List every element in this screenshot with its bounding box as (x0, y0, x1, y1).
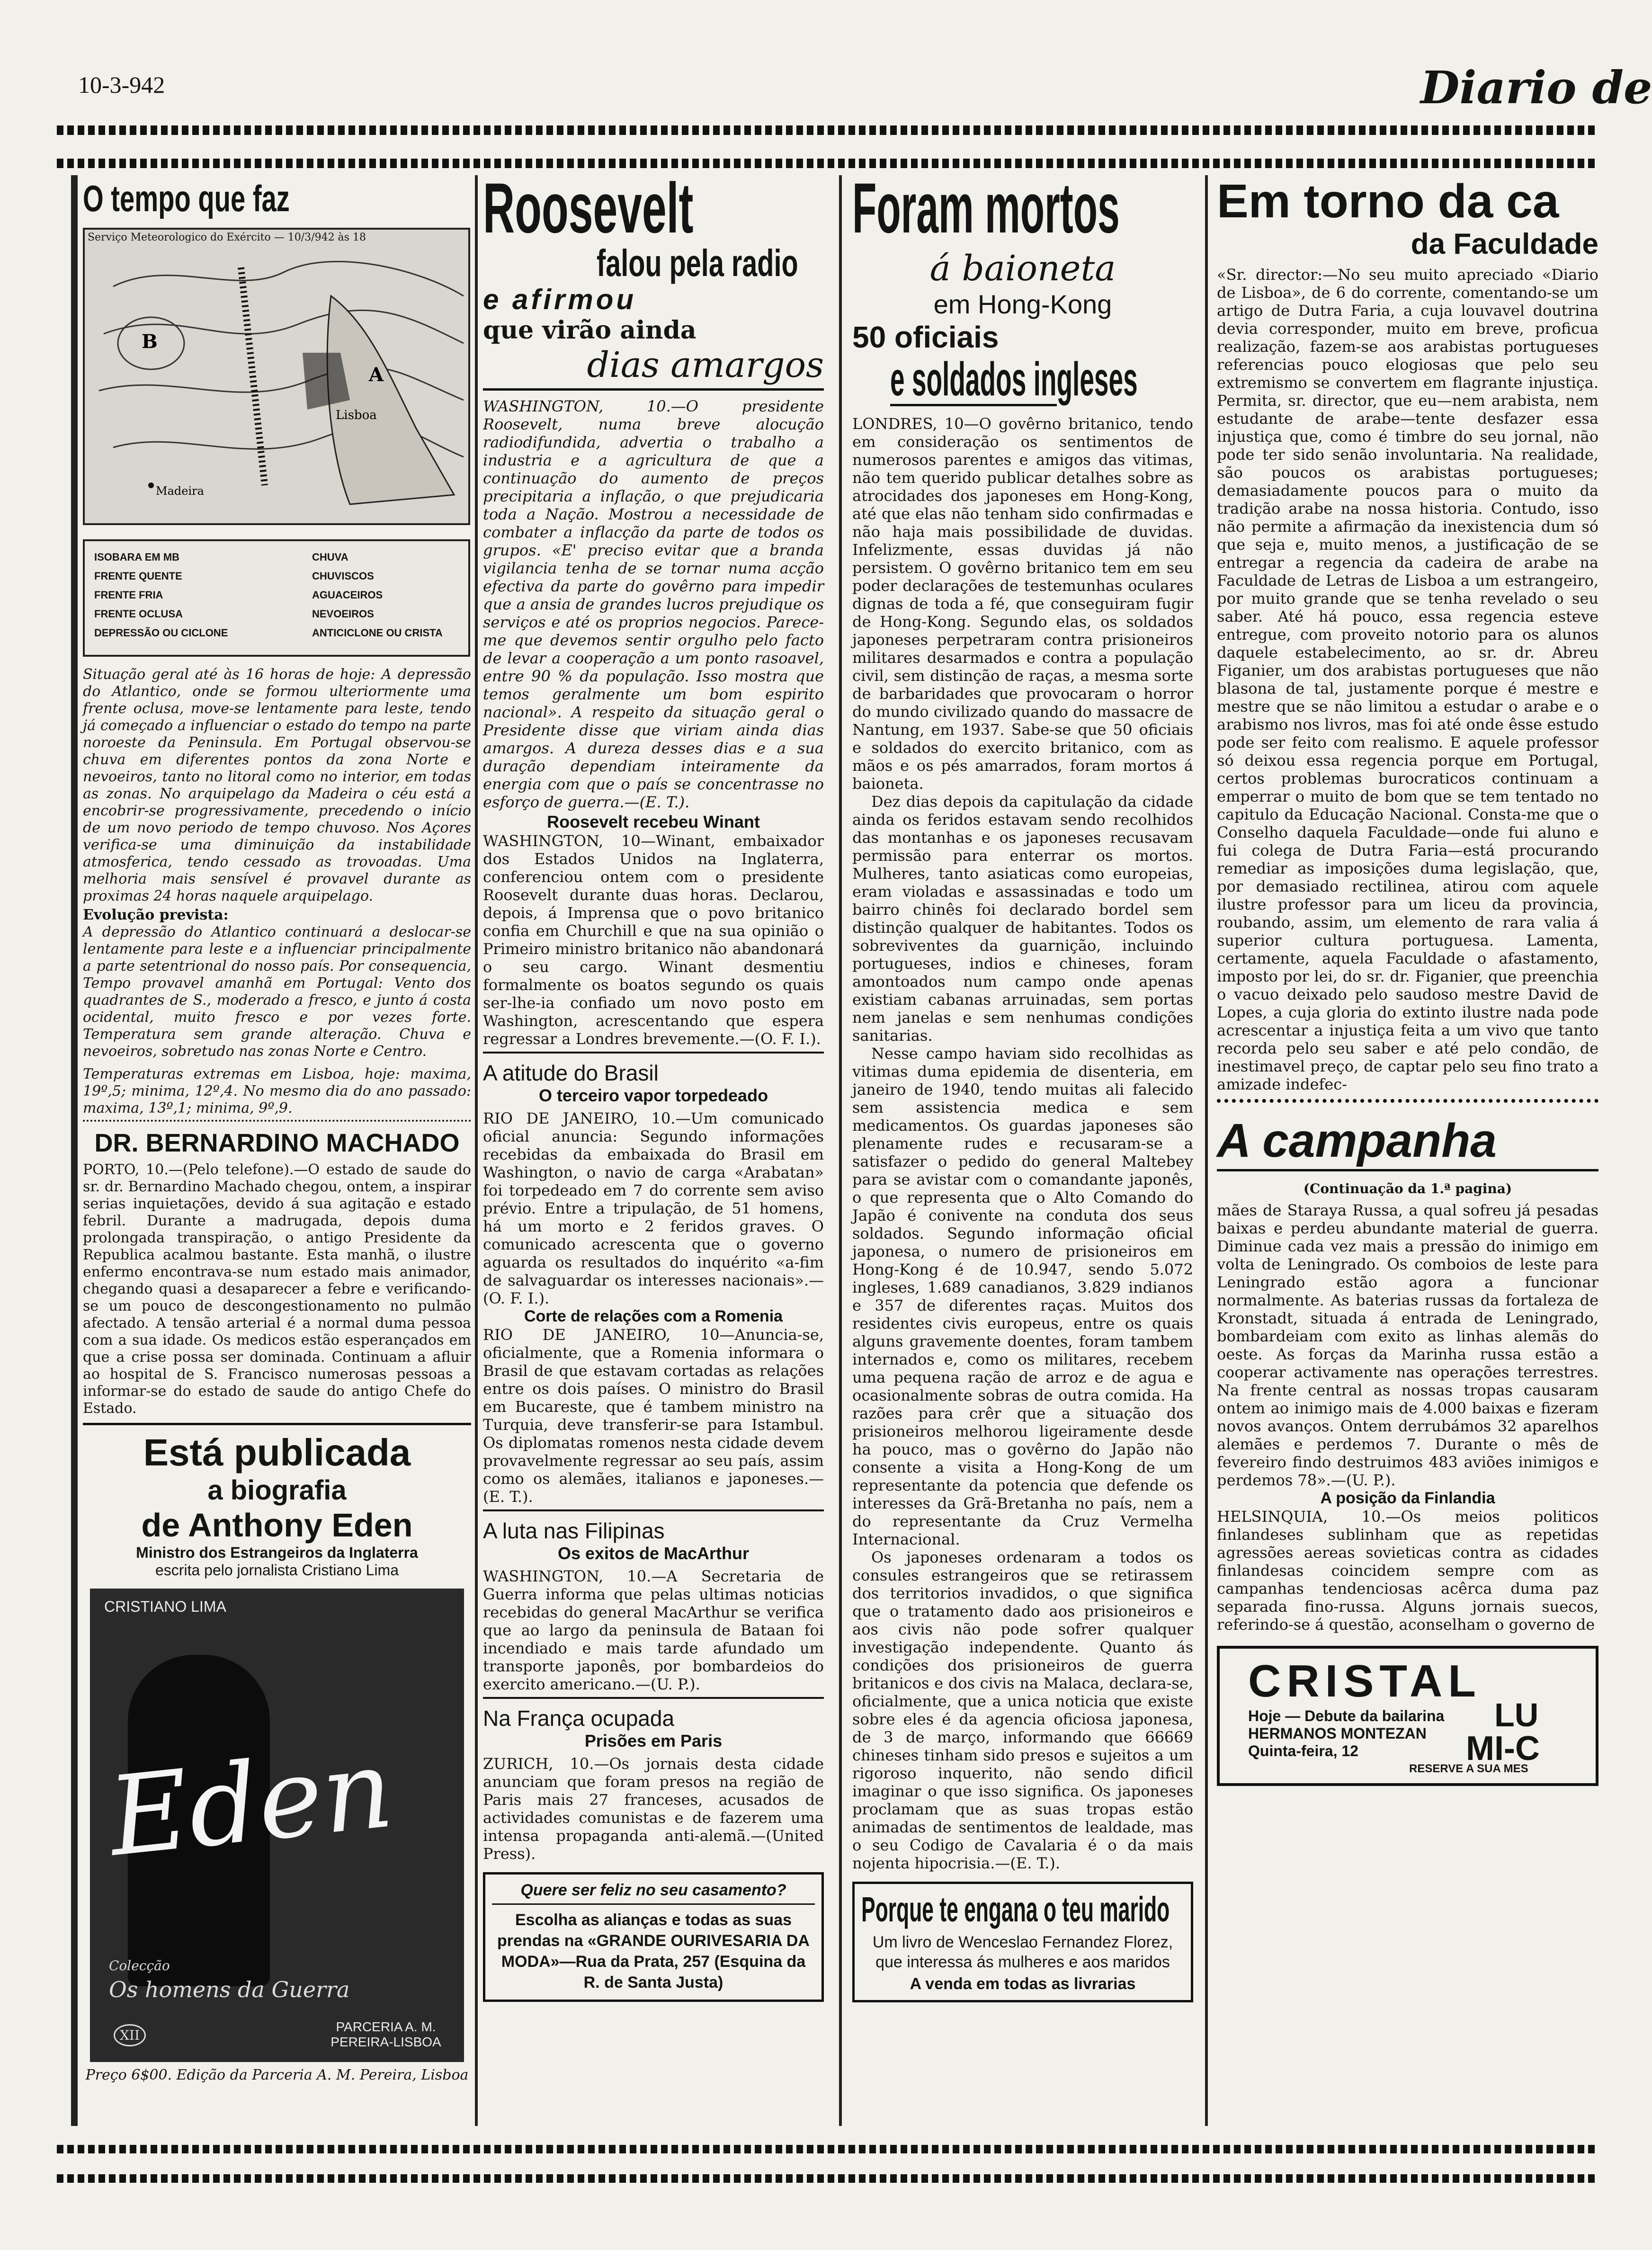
hongkong-text3: Nesse campo haviam sido recolhidas as vitimas duma epidemia de disenteria, em janeiro de 1940, tendo muitas ali falecido sem assistencia medica e sem medicamentos. Os guardas japoneses são plenamente rudes e recusaram-se a satisfazer o pedido do general Maltebey para se avistar com o comandante japonês, o que representa que o Alto Comando do Japão é conivente na conduta dos seus soldados. Segundo informação oficial japonesa, o numero de prisioneiros em Hong-Kong é de 10.947, sendo 5.072 ingleses, 1.689 canadianos, 3.829 indianos e 357 de diferentes raças. Muitos dos residentes civis europeus, entre os quais alguns gravemente doentes, foram tambem internados e, como os militares, recebem uma pequena ração de arroz e de agua e ocasionalmente sobras de outra comida. Ha razões para crêr que a situação dos prisioneiros melhorou ligeiramente desde ha pouco, mas o govêrno do Japão não consente a visita a Hong-Kong de um representante da potencia que defende os interesses da Grã-Bretanha no país, nem a do representante da Cruz Vermelha Internacional. (852, 1045, 1193, 1548)
eden-ad-line5: escrita pelo jornalista Cristiano Lima (155, 1562, 399, 1579)
hongkong-deck1: á baioneta (929, 248, 1116, 289)
ourivesaria-text: Escolha as alianças e todas as suas prendas na «GRANDE OURIVESARIA DA MODA»—Rua da Prata, 257 (Esquina da R. de Santa Justa) (497, 1911, 810, 1991)
finlandia-text: HELSINQUIA, 10.—Os meios politicos finlandeses sublinham que as repetidas agressões aereas sovieticas contra as cidades finlandesas coincidem sempre com as campanhas tendenciosas acêrca duma paz separada fino-russa. Alguns jornais suecos, referindo-se á questão, aconselham o governo de (1217, 1508, 1598, 1634)
legend-item: ANTICICLONE OU CRISTA (312, 627, 443, 639)
cristal-ad-line1: Hoje — Debute da bailarina (1248, 1707, 1445, 1724)
brasil-sub: O terceiro vapor torpedeado (538, 1086, 768, 1105)
header-date: 10-3-942 (78, 71, 165, 98)
livro-ad-text: Um livro de Wenceslao Fernandez Florez, que interessa ás mulheres e aos maridos (872, 1933, 1173, 1971)
legend-item: AGUACEIROS (312, 589, 383, 601)
hongkong-text4: Os japoneses ordenaram a todos os consules estrangeiros que se retirassem dos territorios invadidos, o que significa que o tratamento dado aos prisioneiros e aos civis não pode sofrer qualquer investigação independente. Quanto ás condições dos prisioneiros de guerra britanicos e dos civis na Malaca, declara-se, oficialmente, que a unica noticia que existe sobre eles é da agencia oficiosa japonesa, de 3 de março, informando que 66669 chineses tinham sido presos e sujeitos a um rigoroso inquerito, não sendo dificil imaginar o que isso significa. Os japoneses proclamam que as suas tropas estão animadas de sentimentos de lealdade, mas o seu Codigo de Cavalaria é o da mais nojenta hipocrisia.—(E. T.). (852, 1548, 1193, 1872)
brasil-text: RIO DE JANEIRO, 10.—Um comunicado oficial anuncia: Segundo informações recebidas da embaixada do Brasil em Washington, o navio de carga «Arabatan» foi torpedeado em 7 do corrente sem aviso prévio. Entre a tripulação, de 51 homens, há um morto e 2 feridos graves. O comunicado acrescenta que o governo aguarda os resultados do inquérito «a-fim de salvaguardar os interesses nacionais».—(O. F. I.). (483, 1109, 824, 1307)
roosevelt-deck3: que virão ainda (483, 316, 697, 345)
map-caption: Serviço Meteorologico do Exército — 10/3/942 às 18 (88, 232, 366, 243)
map-place-lisboa: Lisboa (336, 408, 377, 422)
franca-title: Na França ocupada (483, 1706, 675, 1731)
column-rule (475, 175, 478, 2126)
legend-item: FRENTE QUENTE (94, 570, 182, 582)
forecast-text: A depressão do Atlantico continuará a deslocar-se lentamente para leste e a influenciar principalmente a parte setentrional do nosso país. Por consequencia, Tempo provavel amanhã em Portugal: Vento dos quadrantes de S., moderado a fresco, e junto á costa ocidental, muito fresco e por vezes forte. Temperatura sem grande alteração. Chuva e nevoeiros, sobretudo nas zonas Norte e Centro. (83, 924, 471, 1060)
cristal-ad (1217, 1646, 1598, 1786)
roosevelt-deck1: falou pela radio (597, 242, 798, 284)
brasil-title: A atitude do Brasil (483, 1061, 659, 1085)
livro-ad-title: Porque te engana o teu marido (861, 1890, 1170, 1929)
eden-ad-line2: a biografia (207, 1475, 347, 1506)
campanha-continuation: (Continuação da 1.ª pagina) (1303, 1181, 1512, 1196)
cristal-ad-side: LU (1494, 1696, 1539, 1733)
winant-title: Roosevelt recebeu Winant (547, 812, 760, 831)
ourivesaria-question: Quere ser feliz no seu casamento? (492, 1881, 815, 1905)
filipinas-sub: Os exitos de MacArthur (557, 1544, 750, 1563)
livro-ad-sale: A venda em todas as livrarias (910, 1975, 1136, 1993)
faculdade-deck: da Faculdade (1411, 228, 1598, 260)
roosevelt-headline: Roosevelt (483, 168, 694, 248)
filipinas-text: WASHINGTON, 10.—A Secretaria de Guerra informa que pelas ultimas noticias recebidas do general MacArthur se verifica que ao largo da peninsula de Bataan foi incendiado e mais tarde afundado um transporte japonês, por bombardeios do exercito americano.—(U. P.). (483, 1567, 824, 1693)
livro-ad (852, 1882, 1193, 2002)
column-weather (83, 175, 471, 2131)
column-rule (1205, 175, 1208, 2126)
franca-text: ZURICH, 10.—Os jornais desta cidade anunciam que foram presos na região de Paris mais 27 franceses, acusados de actividades comunistas e de fazerem uma intensa propaganda anti-alemã.—(United Press). (483, 1755, 824, 1863)
weather-text: Situação geral até às 16 horas de hoje: A depressão do Atlantico, onde se formou ulteriormente uma frente oclusa, move-se lentamente para leste, tendo já começado a influenciar o estado do tempo na parte noroeste da Peninsula. Em Portugal observou-se chuva em diferentes pontos da zona Norte e nevoeiros, tanto no litoral como no interior, em todas as zonas. No arquipelago da Madeira o céu está a encobrir-se progressivamente, precedendo o início de um novo periodo de tempo chuvoso. Nos Açores verifica-se uma diminuição da instabilidade atmosferica, tendo cessado as trovoadas. Uma melhoria mais sensível é provavel durante as proximas 24 horas naquele arquipelago. (83, 666, 471, 904)
finlandia-title: A posição da Finlandia (1320, 1489, 1495, 1507)
map-graphic (85, 230, 468, 523)
cristal-ad-big: MI-C (1466, 1730, 1540, 1768)
legend-item: ISOBARA EM MB (94, 551, 180, 563)
faculdade-text: «Sr. director:—No seu muito apreciado «Diario de Lisboa», de 6 do corrente, comentando-se um artigo de Dutra Faria, a cuja louvavel doutrina devia corresponder, muito em breve, proficua realização, fazem-se aos arabistas portugueses referencias pouco elogiosas que pelo seu extremismo se convertem em flagrante injustiça. Permita, sr. director, que eu—nem arabista, nem estudante de arabe—tente desfazer essa injustiça que, como é timbre do seu jornal, não pode ter sido senão involuntaria. Na realidade, são poucos os arabistas portugueses; demasiadamente poucos para o muito da tradição arabe na nossa historia. Contudo, isso não permite a afirmação da inexistencia dum só que seja e, muito menos, a justificação de se entregar a regencia da cadeira de arabe na Faculdade de Letras de Lisboa a um estrangeiro, por muito grande que se tenha revelado o seu saber. Até há pouco, essa regencia esteve entregue, com proveito notorio para os alunos daquele estabelecimento, ao sr. dr. Abreu Figanier, um dos arabistas portugueses que não blasona de tal, justamente porque é mestre e mestre que se não limitou a estudar o arabe e o arabismo nos livros, mas foi até onde êsse estudo pode ser feito com realismo. E aquele professor só deixou essa regencia porque em Portugal, certos problemas burocraticos continuam a emperrar o muito de bom que se tem tentado no capitulo da Educação Nacional. Consta-me que o Conselho daquela Faculdade—onde fui aluno e fui colega de Dutra Faria—está procurando remediar as imposições duma legislação, que, por demasiado rectilinea, atirou com aquele ilustre professor para um liceu da provincia, roubando, assim, um elemento de rara valia á superior cultura portuguesa. Lamenta, certamente, aquela Faculdade o afastamento, imposto por lei, do sr. dr. Figanier, que preenchia o vacuo deixado pelo saudoso mestre David de Lopes, a cuja gloria do extinto ilustre nada pode acrescentar a injustiça feita a um vivo que tanto recorda pelo seu saber e até pelo condão, de inestimavel preço, de captar pelo seu fino trato a amizade indefec- (1217, 266, 1598, 1093)
hongkong-text1: LONDRES, 10—O govêrno britanico, tendo em consideração os sentimentos de numerosos parentes e amigos das vitimas, não tem querido publicar detalhes sobre as atrocidades dos japoneses em Hong-Kong, até que elas não tenham sido confirmadas e não haja mais possibilidade de duvidas. Infelizmente, essas duvidas já não persistem. O govêrno britanico tem em seu poder declarações de testemunhas oculares dignas de toda a fé, que conseguiram fugir de Hong-Kong. Segundo elas, os soldados japoneses perpetraram contra prisioneiros militares desarmados e contra a população civil, sem distinção de raças, a mesma sorte de barbaridades que provocaram o horror do mundo civilizado quando do massacre de Nantung, em 1937. Sabe-se que 50 oficiais e soldados do exercito britanico, com as mãos e os pés amarrados, foram mortos á baioneta. (852, 415, 1193, 793)
hongkong-headline: Foram mortos (852, 168, 1120, 248)
eden-ad-title: Está publicada (143, 1431, 411, 1473)
column-roosevelt (483, 168, 824, 2131)
machado-text: PORTO, 10.—(Pelo telefone).—O estado de saude do sr. dr. Bernardino Machado chegou, ontem, a inspirar serias inquietações, devido á sua agitação e estado febril. Durante a madrugada, depois duma prolongada transpiração, o antigo Presidente da Republica acalmou bastante. Esta manhã, o ilustre enfermo encontrava-se num estado mais animador, chegando quasi a desaparecer a febre e verificando-se um pouco de descongestionamento no pulmão afectado. A tensão arterial é a normal duma pessoa com a sua idade. Os medicos estão esperançados em que a crise possa ser dominada. Continuam a afluir ao hospital de S. Francisco numerosas pessoas a informar-se do estado de saude do antigo Chefe do Estado. (83, 1161, 471, 1417)
cristal-ad-line2: HERMANOS MONTEZAN (1248, 1725, 1427, 1742)
ourivesaria-ad (483, 1872, 824, 2002)
faculdade-headline: Em torno da ca (1217, 175, 1559, 228)
bottom-rule (57, 2145, 1598, 2183)
romenia-text: RIO DE JANEIRO, 10—Anuncia-se, oficialmente, que a Romenia informara o Brasil de que estavam cortadas as relações entre os dois países. O ministro do Brasil em Bucareste, que é tambem ministro na Turquia, deve transferir-se para Istambul. Os diplomatas romenos nesta cidade devem provavelmente regressar ao seu país, assim como os alemães, italianos e japoneses.—(E. T.). (483, 1326, 824, 1506)
top-rule (57, 125, 1598, 168)
cristal-ad-line4: RESERVE A SUA MES (1409, 1762, 1528, 1775)
hongkong-deck4: e soldados ingleses (890, 353, 1138, 406)
legend-item: CHUVISCOS (312, 570, 374, 582)
svg-text:B: B (142, 330, 158, 353)
cover-title: Eden (103, 1725, 399, 1881)
romenia-title: Corte de relações com a Romenia (524, 1307, 783, 1325)
hongkong-deck3: 50 oficiais (852, 320, 999, 354)
eden-ad-price: Preço 6$00. Edição da Parceria A. M. Pereira, Lisboa (85, 2067, 469, 2083)
map-legend (83, 539, 470, 657)
legend-item: DEPRESSÃO OU CICLONE (94, 627, 228, 639)
campanha-headline: A campanha (1217, 1112, 1598, 1171)
filipinas-title: A luta nas Filipinas (483, 1518, 665, 1543)
book-cover-image (90, 1589, 464, 2062)
forecast-label: Evolução prevista: (83, 907, 229, 923)
legend-item: CHUVA (312, 551, 348, 563)
legend-item: NEVOEIROS (312, 608, 374, 620)
weather-map (83, 228, 470, 525)
eden-ad-line3: de Anthony Eden (141, 1507, 413, 1544)
cover-series: Os homens da Guerra (109, 1977, 350, 2002)
weather-title: O tempo que faz (83, 178, 290, 219)
eden-ad-line4: Ministro dos Estrangeiros da Inglaterra (136, 1544, 418, 1561)
cover-publisher: PARCERIA A. M. PEREIRA-LISBOA (330, 2019, 441, 2049)
column-hongkong (852, 168, 1193, 2131)
roosevelt-deck2: e afirmou (483, 284, 637, 315)
cristal-ad-line3: Quinta-feira, 12 (1248, 1742, 1358, 1759)
cristal-ad-title: CRISTAL (1248, 1656, 1482, 1706)
masthead: Diario de (1420, 62, 1652, 114)
winant-text: WASHINGTON, 10—Winant, embaixador dos Estados Unidos na Inglaterra, conferenciou ontem com o presidente Roosevelt durante duas horas. Declarou, depois, á Imprensa que o povo britanico confia em Churchill e que na sua opinião o Primeiro ministro britanico não abandonará o seu cargo. Winant desmentiu formalmente os boatos segundo os quais ser-lhe-ia confiado um novo posto em Washington, acrescentando que espera regressar a Londres brevemente.—(O. F. I.). (483, 832, 824, 1048)
cover-author: CRISTIANO LIMA (104, 1598, 226, 1615)
roosevelt-lead: WASHINGTON, 10.—O presidente Roosevelt, numa breve alocução radiodifundida, advertia o trabalho a industria e a agricultura de que a continuação do aumento de preços precipitaria a inflação, o que prejudicaria toda a Nação. Mostrou a necessidade de combater a inflacção da parte de todos os grupos. «E' preciso evitar que a branda vigilancia tenha de se tornar numa acção efectiva da parte do govêrno para impedir que a ansia de grandes lucros prejudique os serviços e até os proprios negocios. Parece-me que devemos sentir orgulho pelo facto de levar a cooperação a um ponto rasoavel, entre 90 % da população. Isso mostra que temos geralmente um bom espirito nacional». A respeito da situação geral o Presidente disse que viriam ainda dias amargos. A dureza desses dias e a sua duração dependiam inteiramente da energia com que o país se concentrasse no esforço de guerra.—(E. T.). (483, 397, 824, 811)
temperatures: Temperaturas extremas em Lisboa, hoje: maxima, 19º,5; minima, 12º,4. No mesmo dia do ano passado: maxima, 13º,1; minima, 9º,9. (83, 1066, 471, 1122)
left-border (71, 175, 78, 2126)
roosevelt-deck4: dias amargos (483, 345, 824, 391)
column-rule (839, 175, 842, 2126)
legend-item: FRENTE FRIA (94, 589, 163, 601)
machado-title: DR. BERNARDINO MACHADO (94, 1129, 460, 1157)
legend-item: FRENTE OCLUSA (94, 608, 183, 620)
hongkong-deck2: em Hong-Kong (933, 289, 1112, 319)
cover-collection: Colecção (109, 1958, 170, 1973)
svg-text:A: A (369, 364, 384, 386)
hongkong-text2: Dez dias depois da capitulação da cidade ainda os feridos estavam sendo recolhidos das montanhas e os japoneses recusavam permissão para enterrar os mortos. Mulheres, tanto asiaticas como europeias, eram violadas e assassinadas e todo um bairro chinês foi declarado bordel sem distinção qualquer de habitantes. Todos os sobreviventes da guarnição, incluindo portugueses, indios e chineses, foram amontoados num campo onde apenas existiam cabanas arruinadas, sem portas nem janelas e sem nenhumas condições sanitarias. (852, 793, 1193, 1045)
cover-number: XII (114, 2024, 146, 2046)
column-faculdade (1217, 175, 1598, 2131)
franca-sub: Prisões em Paris (584, 1731, 723, 1750)
campanha-text: mães de Staraya Russa, a qual sofreu já pesadas baixas e perdeu abundante material de guerra. Diminue cada vez mais a pressão do inimigo em volta de Leningrado. Os comboios de leste para Leningrado estão agora a funcionar normalmente. As baterias russas da fortaleza de Kronstadt, situada á entrada de Leningrado, bombardeiam com exito as linhas alemãs do oeste. As forças da Marinha russa estão a cooperar activamente nas operações terrestres. Na frente central as nossas tropas causaram ontem ao inimigo mais de 4.000 baixas e fizeram novos avanços. Ontem derrubámos 32 aparelhos alemães e perdemos 7. Durante o mês de fevereiro findo destruimos 483 aviões inimigos e perdemos 78».—(U. P.). (1217, 1201, 1598, 1489)
map-place-madeira: Madeira (156, 484, 204, 498)
